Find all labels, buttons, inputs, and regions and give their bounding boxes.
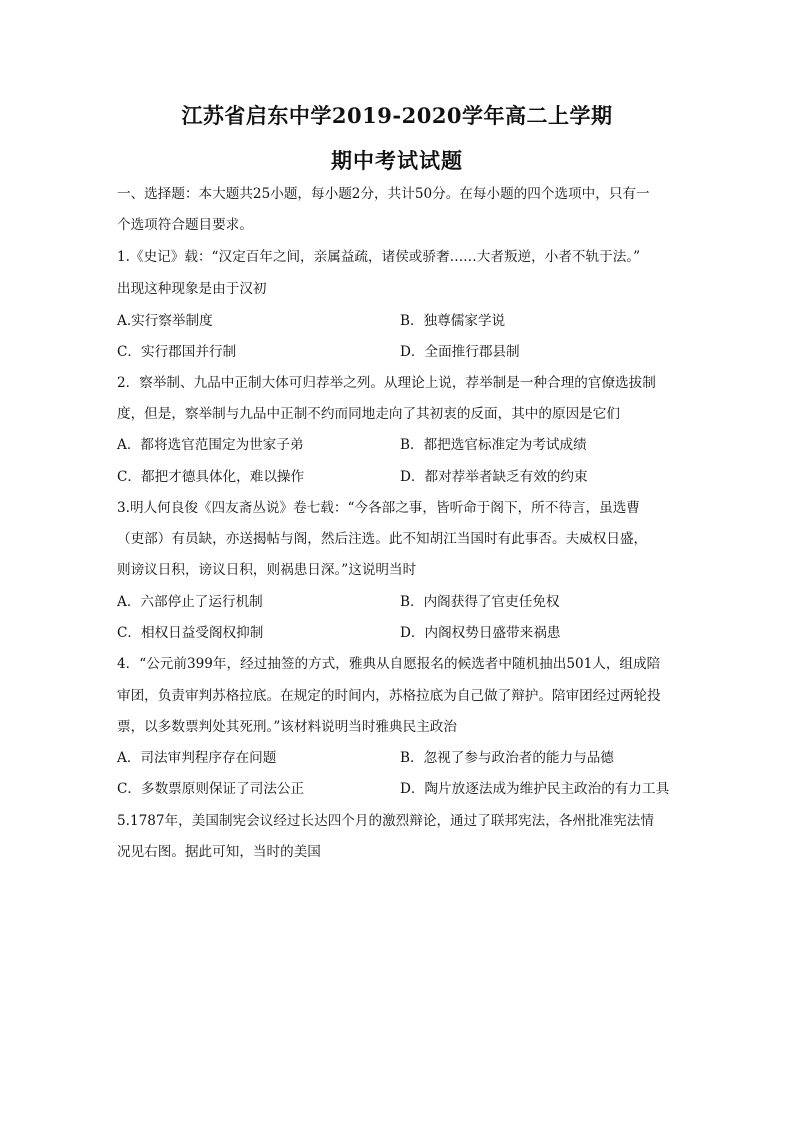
question-4-stem-line2: 审团，负责审判苏格拉底。在规定的时间内，苏格拉底为自己做了辩护。陪审团经过两轮投: [117, 688, 661, 704]
question-2-option-d: D．都对荐举者缺乏有效的约束: [400, 469, 588, 485]
question-3-option-a: A．六部停止了运行机制: [117, 594, 263, 610]
question-2-stem-line2: 度，但是，察举制与九品中正制不约而同地走向了其初衷的反面，其中的原因是它们: [117, 406, 620, 422]
question-2-option-c: C．都把才德具体化，难以操作: [117, 469, 305, 485]
question-2-option-a: A．都将选官范围定为世家子弟: [117, 437, 304, 453]
question-2-option-b: B．都把选官标准定为考试成绩: [400, 437, 587, 453]
question-1-option-a: A.实行察举制度: [117, 313, 213, 329]
exam-title: 江苏省启东中学2019-2020学年高二上学期: [181, 103, 613, 128]
question-3-stem-line1: 3.明人何良俊《四友斋丛说》卷七载：“今各部之事，皆听命于阁下，所不待言，虽选曹: [117, 500, 640, 516]
exam-subtitle: 期中考试试题: [331, 148, 463, 173]
question-3-option-c: C．相权日益受阁权抑制: [117, 625, 264, 641]
question-5-stem-line1: 5.1787年，美国制宪会议经过长达四个月的激烈辩论，通过了联邦宪法，各州批准宪法情: [117, 813, 654, 829]
question-3-option-d: D．内阁权势日盛带来祸患: [400, 625, 561, 641]
question-3-stem-line2: （吏部）有员缺，亦送揭帖与阁，然后注选。此不知胡江当国时有此事否。夫威权日盛，: [117, 531, 648, 547]
question-1-stem-line2: 出现这种现象是由于汉初: [117, 281, 267, 297]
question-3-stem-line3: 则谤议日积，谤议日积，则祸患日深。”这说明当时: [117, 562, 417, 578]
question-4-stem-line1: 4．“公元前399年，经过抽签的方式，雅典从自愿报名的候选者中随机抽出501人，组成陪: [117, 656, 661, 672]
question-1-option-c: C．实行郡国并行制: [117, 344, 237, 360]
question-1-option-b: B．独尊儒家学说: [400, 313, 506, 329]
question-4-stem-line3: 票，以多数票判处其死刑。”该材料说明当时雅典民主政治: [117, 719, 457, 735]
question-4-option-a: A．司法审判程序存在问题: [117, 750, 277, 766]
question-4-option-d: D．陶片放逐法成为维护民主政治的有力工具: [400, 781, 670, 797]
question-5-stem-line2: 况见右图。据此可知，当时的美国: [117, 844, 321, 860]
question-4-option-c: C．多数票原则保证了司法公正: [117, 781, 305, 797]
section-instructions-line1: 一、选择题：本大题共25小题，每小题2分，共计50分。在每小题的四个选项中，只有一: [117, 186, 650, 202]
section-instructions-line2: 个选项符合题目要求。: [117, 217, 253, 233]
question-4-option-b: B．忽视了参与政治者的能力与品德: [400, 750, 614, 766]
question-3-option-b: B．内阁获得了官吏任免权: [400, 594, 560, 610]
question-2-stem-line1: 2．察举制、九品中正制大体可归荐举之列。从理论上说，荐举制是一种合理的官僚选拔制: [117, 375, 656, 391]
question-1-stem-line1: 1.《史记》载：“汉定百年之间，亲属益疏，诸侯或骄奢……大者叛逆，小者不轨于法。”: [117, 249, 641, 265]
question-1-option-d: D．全面推行郡县制: [400, 344, 520, 360]
